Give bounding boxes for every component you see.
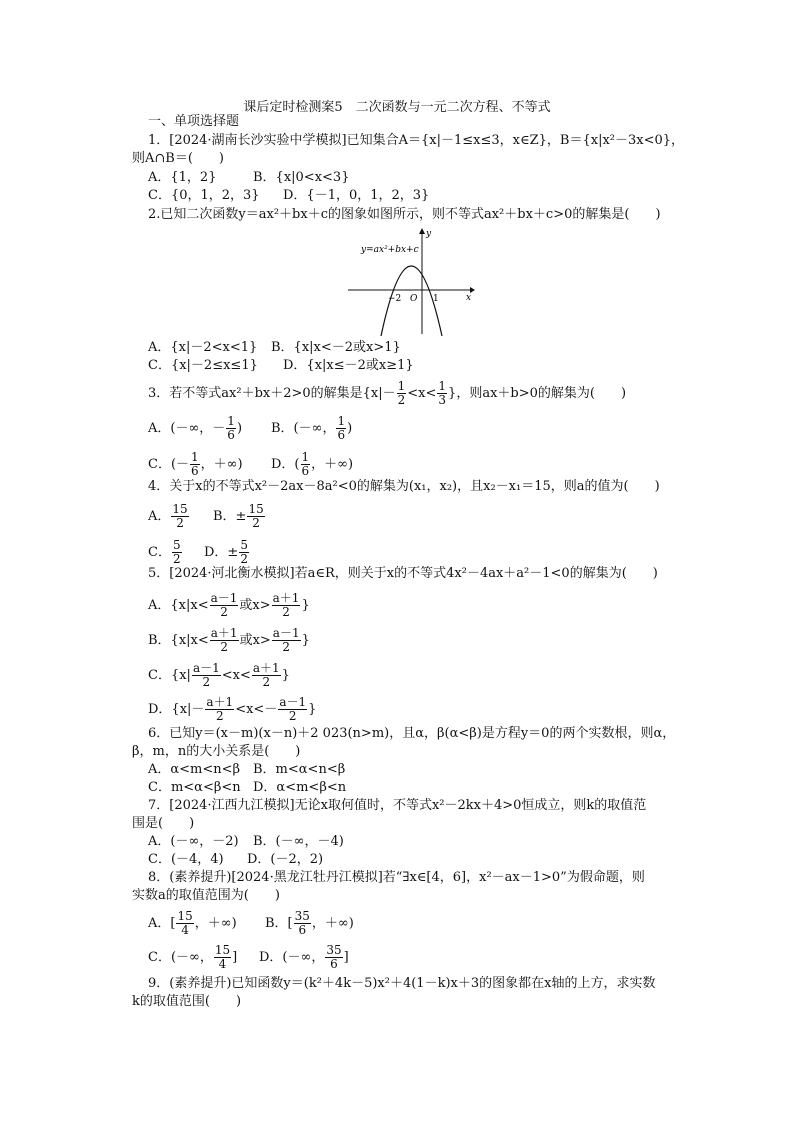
q4-option-c: C． $\frac{5}{2}$ — [148, 538, 181, 566]
q3-stem — [148, 380, 626, 407]
q6-option-a: A．α<m<n<β — [148, 762, 241, 777]
q6-option-b: B．m<α<n<β — [253, 762, 346, 777]
q2-option-d: D．{x|x≤－2或x≥1} — [283, 358, 414, 373]
q4-stem: 4．关于x的不等式x²－2ax－8a²<0的解集为(x₁，x₂)，且x₂－x₁＝15，则a的值为( ) — [148, 479, 660, 494]
q6-stem-line1: 6．已知y＝(x－m)(x－n)＋2 023(n>m)，且α，β(α<β)是方程y＝0的两个实数根，则α， — [148, 726, 676, 741]
q2-option-c: C．{x|－2≤x≤1} — [148, 358, 258, 373]
q6-option-c: C．m<α<β<n — [148, 780, 241, 795]
q8-option-b: B．[ $\frac{35}{6}$ ，＋∞) — [265, 909, 354, 937]
tick-label-1: 1 — [433, 294, 439, 304]
q7-option-b: B．(－∞，－4) — [253, 834, 344, 849]
q1-option-b: B．{x|0<x<3} — [253, 170, 350, 185]
q7-stem-line2: 围是( ) — [132, 816, 195, 831]
q2-option-a: A．{x|－2<x<1} — [148, 340, 258, 355]
tick-label-neg2: −2 — [388, 294, 402, 304]
q3-option-b: B．(－∞， $\frac{1}{6}$ ) — [271, 414, 353, 442]
q7-option-d: D．(－2，2) — [247, 852, 324, 867]
q5-option-c: C．{x| $\frac{a-1}{2}$ <x< $\frac{a+1}{2}$ } — [148, 661, 290, 689]
q6-stem-line2: β，m，n的大小关系是( ) — [132, 744, 301, 759]
q5-option-b: B．{x|x< $\frac{a+1}{2}$ 或x> $\frac{a-1}{2}$ } — [148, 626, 310, 654]
q7-option-c: C．(－4，4) — [148, 852, 224, 867]
q8-option-d: D．(－∞， $\frac{35}{6}$ ] — [259, 943, 349, 971]
q2-option-b: B．{x|x<－2或x>1} — [271, 340, 401, 355]
q3-option-a: A．(－∞，－ $\frac{1}{6}$ ) — [148, 414, 243, 442]
q3-stem-mid: <x< — [407, 386, 437, 401]
q2-stem: 2.已知二次函数y＝ax²＋bx＋c的图象如图所示，则不等式ax²＋bx＋c>0的解集是( ) — [148, 207, 661, 222]
q1-stem-line1: 1．[2024·湖南长沙实验中学模拟]已知集合A＝{x|－1≤x≤3，x∈Z}，B＝{x|x²－3x<0}， — [148, 133, 685, 148]
q7-stem-line1: 7．[2024·江西九江模拟]无论x取何值时，不等式x²－2kx＋4>0恒成立，则k的取值范 — [148, 798, 647, 813]
y-axis-arrow — [419, 228, 425, 234]
q3-stem-post: }，则ax＋b>0的解集为( ) — [448, 386, 627, 401]
q2-parabola-graph — [346, 228, 476, 338]
q1-option-a: A．{1，2} — [148, 170, 217, 185]
q3-stem-pre: 3．若不等式ax²＋bx＋2>0的解集是{x|－ — [148, 386, 396, 401]
q4-option-b: B．± $\frac{15}{2}$ — [213, 502, 264, 530]
curve-label: y=ax²+bx+c — [361, 245, 419, 255]
q9-stem-line1: 9．(素养提升)已知函数y＝(k²＋4k－5)x²＋4(1－k)x＋3的图象都在x轴的上方，求实数 — [148, 976, 656, 991]
q6-option-d: D．α<m<β<n — [253, 780, 347, 795]
q1-stem-line2: 则A∩B＝( ) — [132, 151, 224, 166]
q4-option-a: A． $\frac{15}{2}$ — [148, 502, 188, 530]
y-axis-label: y — [426, 229, 432, 239]
q8-option-a: A．[ $\frac{15}{4}$ ，＋∞) — [148, 909, 237, 937]
q1-option-d: D．{－1，0，1，2，3} — [283, 188, 430, 203]
origin-label: O — [410, 294, 418, 304]
q3-fraction-1: $\frac{1}{2}$ — [397, 379, 406, 407]
q9-stem-line2: k的取值范围( ) — [132, 994, 242, 1009]
x-axis-label: x — [466, 293, 472, 303]
section-heading: 一、单项选择题 — [148, 114, 240, 129]
q8-stem-line1: 8．(素养提升)[2024·黑龙江牡丹江模拟]若“∃x∈[4，6]，x²－ax－1>0”为假命题，则 — [148, 870, 645, 885]
q3-option-c: C．(－ $\frac{1}{6}$ ，＋∞) — [148, 450, 243, 478]
page-title: 课后定时检测案5 二次函数与一元二次方程、不等式 — [243, 100, 551, 115]
q5-option-a: A．{x|x< $\frac{a-1}{2}$ 或x> $\frac{a+1}{2}$ } — [148, 591, 310, 619]
q7-option-a: A．(－∞，－2) — [148, 834, 239, 849]
q8-option-c: C．(－∞， $\frac{15}{4}$ ] — [148, 943, 238, 971]
q3-option-d: D．( $\frac{1}{6}$ ，＋∞) — [271, 450, 354, 478]
q8-stem-line2: 实数a的取值范围为( ) — [132, 888, 280, 903]
q3-fraction-2: $\frac{1}{3}$ — [438, 379, 447, 407]
q5-stem: 5．[2024·河北衡水模拟]若a∈R，则关于x的不等式4x²－4ax＋a²－1<0的解集为( ) — [148, 566, 658, 581]
q1-option-c: C．{0，1，2，3} — [148, 188, 260, 203]
q4-option-d: D．± $\frac{5}{2}$ — [204, 538, 248, 566]
q5-option-d: D．{x|－ $\frac{a+1}{2}$ <x<－ $\frac{a-1}{2}$ } — [148, 695, 317, 723]
